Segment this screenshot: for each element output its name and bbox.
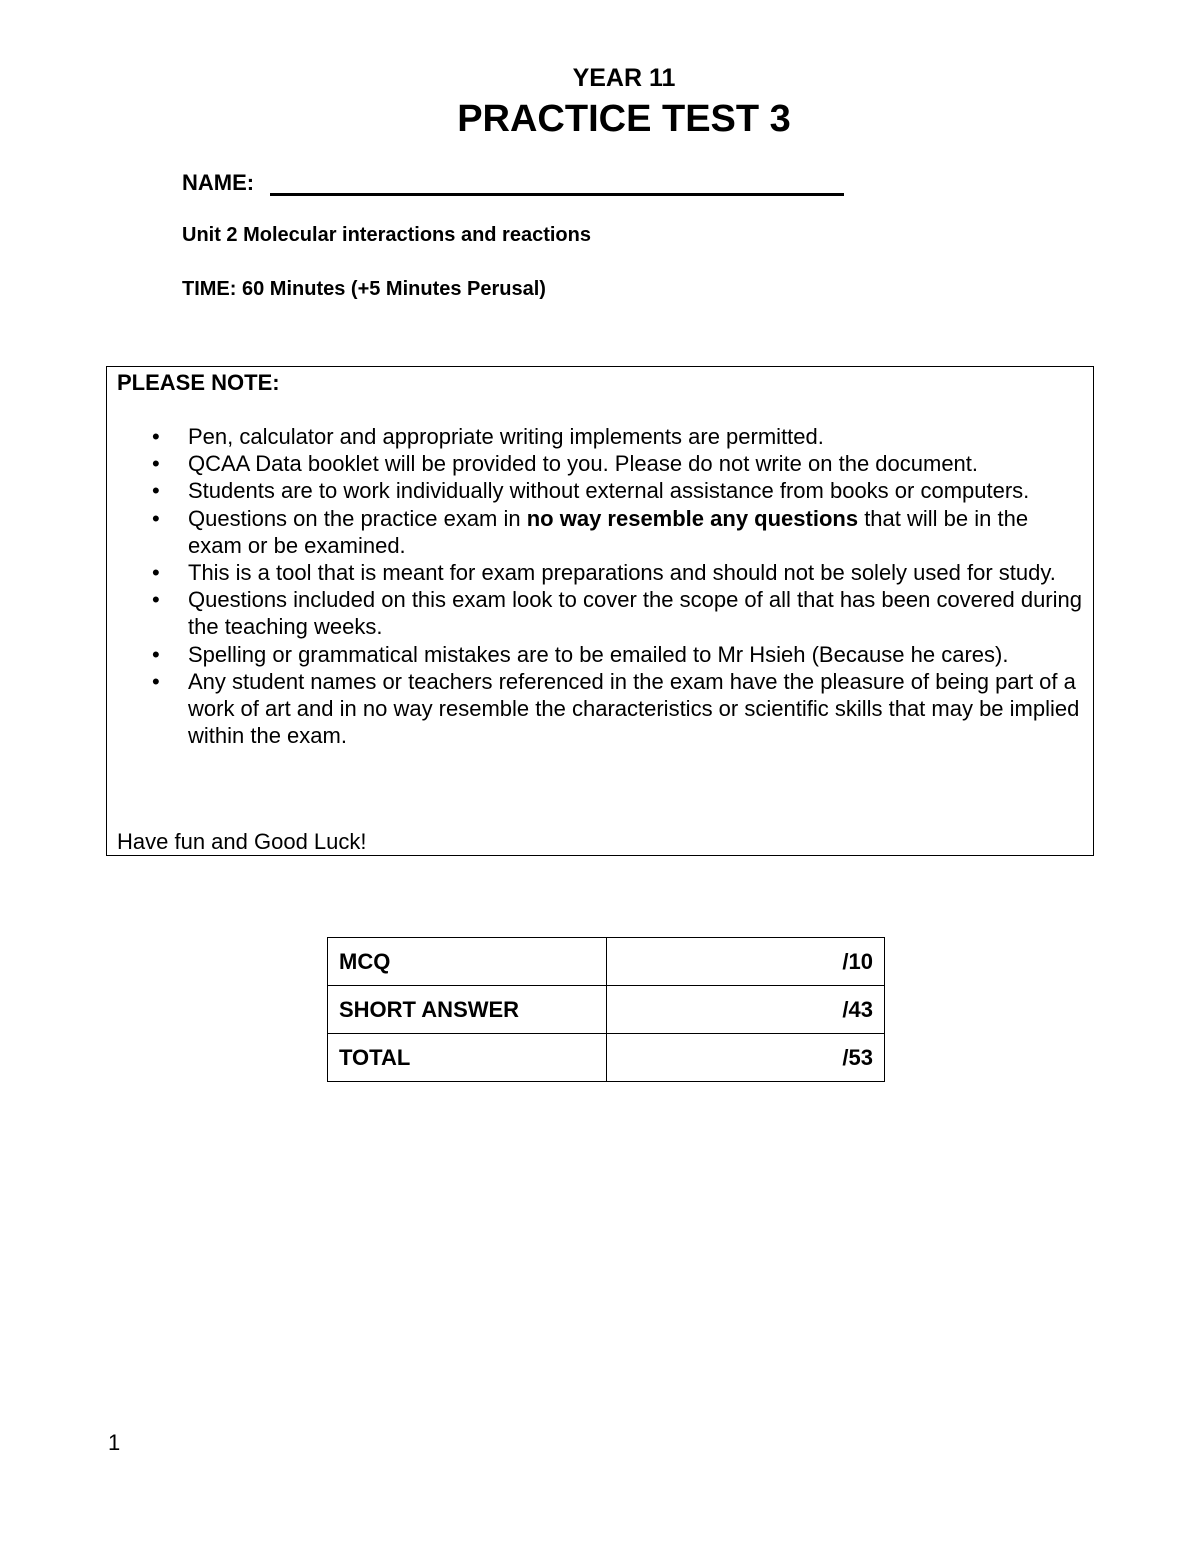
note-text-after: that will be in the exam or be examined. <box>188 505 1029 558</box>
name-blank-line <box>270 173 844 196</box>
score-total: /10 <box>606 938 884 986</box>
list-item <box>150 559 1085 586</box>
list-item <box>150 423 1085 450</box>
note-text: Spelling or grammatical mistakes are to be emailed to Mr Hsieh (Because he cares). <box>188 641 1009 667</box>
bullet-icon: • <box>152 478 160 504</box>
note-heading: PLEASE NOTE: <box>117 370 280 395</box>
table-row <box>328 938 885 986</box>
list-item <box>150 586 1085 640</box>
note-list <box>150 423 1085 749</box>
note-text-emphasis: no way resemble any questions <box>526 505 859 531</box>
note-text: Students are to work individually without external assistance from books or computers. <box>188 478 1030 504</box>
score-table <box>327 937 885 1082</box>
note-text-before: Questions on the practice exam in <box>188 505 527 531</box>
score-label: TOTAL <box>328 1034 607 1082</box>
score-total: /53 <box>606 1034 884 1082</box>
page-number: 1 <box>108 1430 121 1455</box>
bullet-icon: • <box>152 560 160 586</box>
note-text: This is a tool that is meant for exam preparations and should not be solely used for study. <box>188 560 1056 586</box>
page-title: PRACTICE TEST 3 <box>457 98 791 140</box>
name-row <box>182 170 844 196</box>
bullet-icon: • <box>152 668 160 694</box>
list-item <box>150 477 1085 504</box>
list-item <box>150 668 1085 750</box>
note-text: QCAA Data booklet will be provided to you. Please do not write on the document. <box>188 451 979 477</box>
closing-message: Have fun and Good Luck! <box>117 829 367 854</box>
bullet-icon: • <box>152 451 160 477</box>
note-text: Pen, calculator and appropriate writing implements are permitted. <box>188 424 824 449</box>
table-row <box>328 1034 885 1082</box>
list-item <box>150 450 1085 477</box>
bullet-icon: • <box>152 505 160 531</box>
name-label: NAME: <box>182 170 255 195</box>
score-total: /43 <box>606 986 884 1034</box>
note-text: Questions included on this exam look to cover the scope of all that has been covered during the teaching weeks. <box>188 587 1082 640</box>
year-heading: YEAR 11 <box>572 64 676 92</box>
time-allowance: TIME: 60 Minutes (+5 Minutes Perusal) <box>182 278 546 300</box>
table-row <box>328 986 885 1034</box>
note-text: Any student names or teachers referenced in the exam have the pleasure of being part of a work of art and in no way resemble the characteristics or scientific skills that may be implied within the exam. <box>188 668 1080 749</box>
bullet-icon: • <box>152 587 160 613</box>
bullet-icon: • <box>152 424 160 449</box>
bullet-icon: • <box>152 641 160 667</box>
unit-title: Unit 2 Molecular interactions and reactions <box>182 224 591 246</box>
list-item <box>150 505 1085 559</box>
score-label: SHORT ANSWER <box>328 986 607 1034</box>
score-label: MCQ <box>328 938 607 986</box>
list-item <box>150 641 1085 668</box>
